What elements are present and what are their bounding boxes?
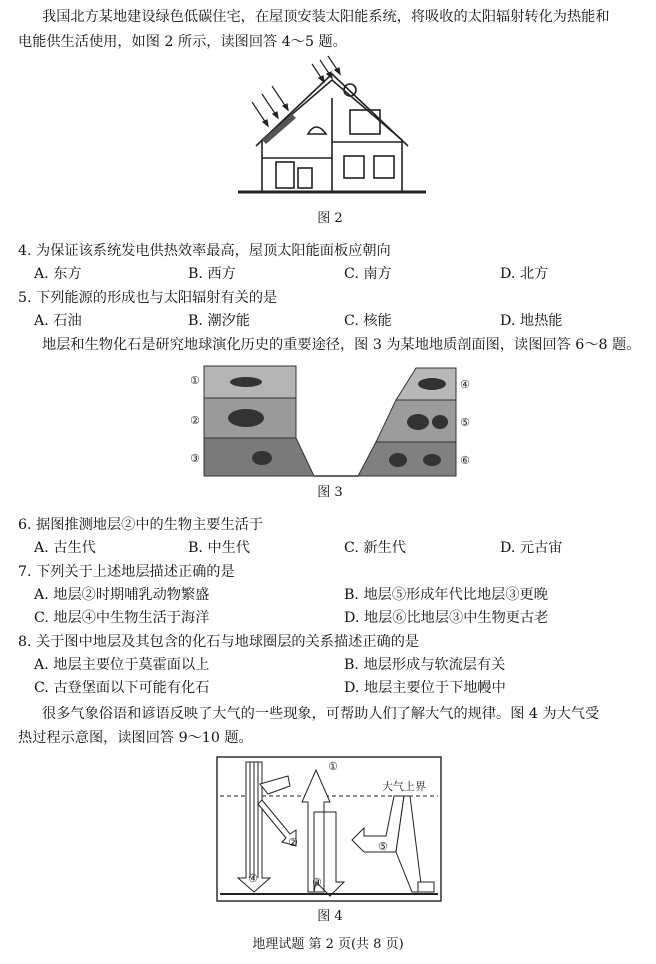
q7-option-d[interactable]: D. 地层⑥比地层③中生物更古老 xyxy=(344,610,549,626)
q4-option-a[interactable]: A. 东方 xyxy=(34,266,82,282)
q7-stem: 7. 下列关于上述地层描述正确的是 xyxy=(18,564,235,580)
q6-option-d[interactable]: D. 元古宙 xyxy=(500,540,563,556)
q5-option-c[interactable]: C. 核能 xyxy=(344,313,392,329)
q6-option-a[interactable]: A. 古生代 xyxy=(34,540,96,556)
figure-3-geologic-section xyxy=(186,362,476,480)
fig4-label-2: ② xyxy=(288,836,298,849)
intro-3-line-1: 很多气象俗语和谚语反映了大气的一些现象，可帮助人们了解大气的规律。图 4 为大气受 xyxy=(42,706,600,722)
fig4-label-3: ③ xyxy=(312,876,322,889)
q5-option-b[interactable]: B. 潮汐能 xyxy=(188,313,251,329)
fig3-label-2: ② xyxy=(190,414,200,427)
q8-option-b[interactable]: B. 地层形成与软流层有关 xyxy=(344,657,506,673)
q6-option-c[interactable]: C. 新生代 xyxy=(344,540,406,556)
figure-2-house-diagram xyxy=(232,62,432,202)
q4-option-d[interactable]: D. 北方 xyxy=(500,266,549,282)
fig4-label-1: ① xyxy=(328,760,338,773)
page-footer: 地理试题 第 2 页(共 8 页) xyxy=(252,937,404,952)
q4-option-b[interactable]: B. 西方 xyxy=(188,266,236,282)
q5-stem: 5. 下列能源的形成也与太阳辐射有关的是 xyxy=(18,290,278,306)
fig3-label-5: ⑤ xyxy=(460,416,470,429)
q4-stem: 4. 为保证该系统发电供热效率最高，屋顶太阳能面板应朝向 xyxy=(18,243,391,259)
fig3-label-3: ③ xyxy=(190,452,200,465)
figure-2-caption: 图 2 xyxy=(317,211,343,226)
fig4-label-5: ⑤ xyxy=(378,840,388,853)
figure-4-heating-diagram xyxy=(216,756,442,902)
fig3-label-4: ④ xyxy=(460,378,470,391)
fig3-label-1: ① xyxy=(190,374,200,387)
q7-option-a[interactable]: A. 地层②时期哺乳动物繁盛 xyxy=(34,587,210,603)
intro-1-line-1: 我国北方某地建设绿色低碳住宅，在屋顶安装太阳能系统，将吸收的太阳辐射转化为热能和 xyxy=(42,9,610,25)
q5-option-d[interactable]: D. 地热能 xyxy=(500,313,563,329)
fig4-label-4: ④ xyxy=(248,872,258,885)
q5-option-a[interactable]: A. 石油 xyxy=(34,313,82,329)
q8-option-d[interactable]: D. 地层主要位于下地幔中 xyxy=(344,680,506,696)
q7-option-b[interactable]: B. 地层⑤形成年代比地层③更晚 xyxy=(344,587,548,603)
intro-3-line-2: 热过程示意图，读图回答 9～10 题。 xyxy=(18,730,253,746)
fig4-label-top: 大气上界 xyxy=(382,780,426,793)
q8-option-a[interactable]: A. 地层主要位于莫霍面以上 xyxy=(34,657,210,673)
q6-option-b[interactable]: B. 中生代 xyxy=(188,540,251,556)
figure-3-caption: 图 3 xyxy=(317,485,343,500)
q6-stem: 6. 据图推测地层②中的生物主要生活于 xyxy=(18,517,264,533)
figure-4-caption: 图 4 xyxy=(317,909,343,924)
intro-1-line-2: 电能供生活使用，如图 2 所示，读图回答 4～5 题。 xyxy=(18,34,347,50)
q8-option-c[interactable]: C. 古登堡面以下可能有化石 xyxy=(34,680,210,696)
intro-2: 地层和生物化石是研究地球演化历史的重要途径，图 3 为某地地质剖面图，读图回答 6～8 题。 xyxy=(42,337,641,353)
q8-stem: 8. 关于图中地层及其包含的化石与地球圈层的关系描述正确的是 xyxy=(18,634,420,650)
fig3-label-6: ⑥ xyxy=(460,454,470,467)
q4-option-c[interactable]: C. 南方 xyxy=(344,266,392,282)
q7-option-c[interactable]: C. 地层④中生物生活于海洋 xyxy=(34,610,210,626)
